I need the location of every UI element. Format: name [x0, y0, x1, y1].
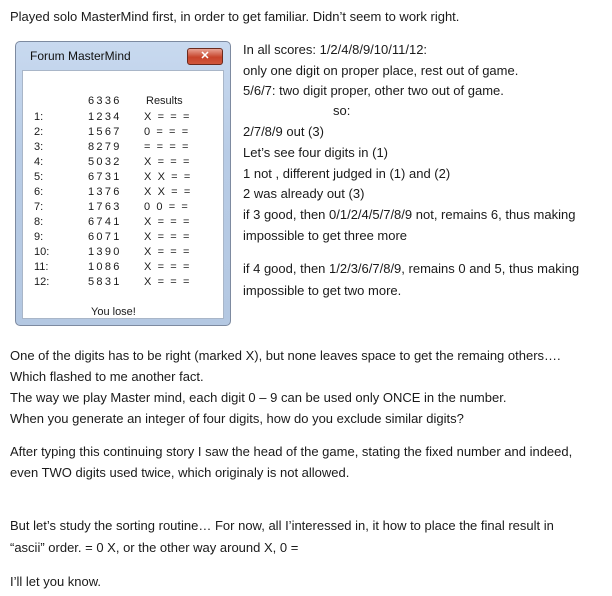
analysis-line: if 4 good, then 1/2/3/6/7/8/9, remains 0 and 5, thus making: [243, 261, 580, 276]
body-line: After typing this continuing story I saw the head of the game, stating the fixed number and indeed,: [10, 444, 573, 459]
row-score: X = = =: [144, 261, 191, 273]
row-guess: 1390: [88, 246, 122, 258]
row-score: X X = =: [144, 171, 192, 183]
row-score: X = = =: [144, 156, 191, 168]
row-index: 11:: [34, 261, 49, 273]
body-line: even TWO digits used twice, which originaly is not allowed.: [10, 465, 350, 480]
row-score: X = = =: [144, 231, 191, 243]
row-index: 10:: [34, 246, 50, 258]
guess-row: [23, 276, 223, 291]
row-score: X X = =: [144, 186, 192, 198]
guess-row: [23, 111, 223, 126]
row-guess: 6741: [88, 216, 122, 228]
row-index: 2:: [34, 126, 44, 138]
row-guess: 5032: [88, 156, 122, 168]
analysis-line: impossible to get two more.: [243, 283, 402, 298]
analysis-line: only one digit on proper place, rest out of game.: [243, 63, 519, 78]
row-score: X = = =: [144, 216, 191, 228]
row-guess: 1376: [88, 186, 122, 198]
body-line: “ascii” order. = 0 X, or the other way around X, 0 =: [10, 540, 299, 555]
guess-row: [23, 216, 223, 231]
row-index: 3:: [34, 141, 44, 153]
row-index: 9:: [34, 231, 44, 243]
body-line: The way we play Master mind, each digit 0 – 9 can be used only ONCE in the number.: [10, 390, 507, 405]
row-guess: 6071: [88, 231, 122, 243]
analysis-line: if 3 good, then 0/1/2/4/5/7/8/9 not, remains 6, thus making: [243, 207, 576, 222]
guess-row: [23, 171, 223, 186]
analysis-line: 2/7/8/9 out (3): [243, 124, 324, 139]
window-title: Forum MasterMind: [30, 49, 131, 63]
row-guess: 1234: [88, 111, 122, 123]
body-line: But let’s study the sorting routine… For now, all I’interessed in, it how to place the final result in: [10, 518, 554, 533]
guess-row: [23, 141, 223, 156]
close-icon[interactable]: ✕: [187, 48, 223, 65]
body-line: When you generate an integer of four digits, how do you exclude similar digits?: [10, 411, 464, 426]
row-score: 0 0 = =: [144, 201, 190, 213]
row-index: 5:: [34, 171, 44, 183]
analysis-line: 5/6/7: two digit proper, other two out of game.: [243, 83, 504, 98]
row-index: 4:: [34, 156, 44, 168]
analysis-line: impossible to get three more: [243, 228, 408, 243]
mastermind-window: [15, 41, 231, 326]
row-guess: 1567: [88, 126, 122, 138]
guess-row: [23, 156, 223, 171]
row-index: 6:: [34, 186, 44, 198]
analysis-line: 1 not , different judged in (1) and (2): [243, 166, 451, 181]
body-line: One of the digits has to be right (marked X), but none leaves space to get the remaing others….: [10, 348, 561, 363]
guess-row: [23, 201, 223, 216]
guess-row: [23, 186, 223, 201]
secret-number: 6336: [88, 95, 122, 107]
row-index: 1:: [34, 111, 44, 123]
analysis-line: Let’s see four digits in (1): [243, 145, 388, 160]
row-guess: 8279: [88, 141, 122, 153]
row-index: 7:: [34, 201, 44, 213]
guess-row: [23, 231, 223, 246]
body-line: Which flashed to me another fact.: [10, 369, 204, 384]
row-guess: 6731: [88, 171, 122, 183]
row-guess: 1763: [88, 201, 122, 213]
analysis-line: In all scores: 1/2/4/8/9/10/11/12:: [243, 42, 428, 57]
row-score: X = = =: [144, 246, 191, 258]
intro-text: Played solo MasterMind first, in order to get familiar. Didn’t seem to work right.: [10, 9, 460, 24]
guess-row: [23, 261, 223, 276]
guess-row: [23, 126, 223, 141]
row-score: 0 = = =: [144, 126, 190, 138]
body-line: I’ll let you know.: [10, 574, 102, 589]
row-index: 8:: [34, 216, 44, 228]
row-guess: 5831: [88, 276, 122, 288]
row-score: X = = =: [144, 276, 191, 288]
results-header: Results: [146, 95, 183, 107]
row-guess: 1086: [88, 261, 122, 273]
guess-row: [23, 246, 223, 261]
you-lose-text: You lose!: [91, 306, 136, 318]
row-index: 12:: [34, 276, 50, 288]
row-score: = = = =: [144, 141, 191, 153]
analysis-line: so:: [333, 103, 351, 118]
row-score: X = = =: [144, 111, 191, 123]
analysis-line: 2 was already out (3): [243, 186, 365, 201]
window-client-area: [22, 70, 224, 319]
